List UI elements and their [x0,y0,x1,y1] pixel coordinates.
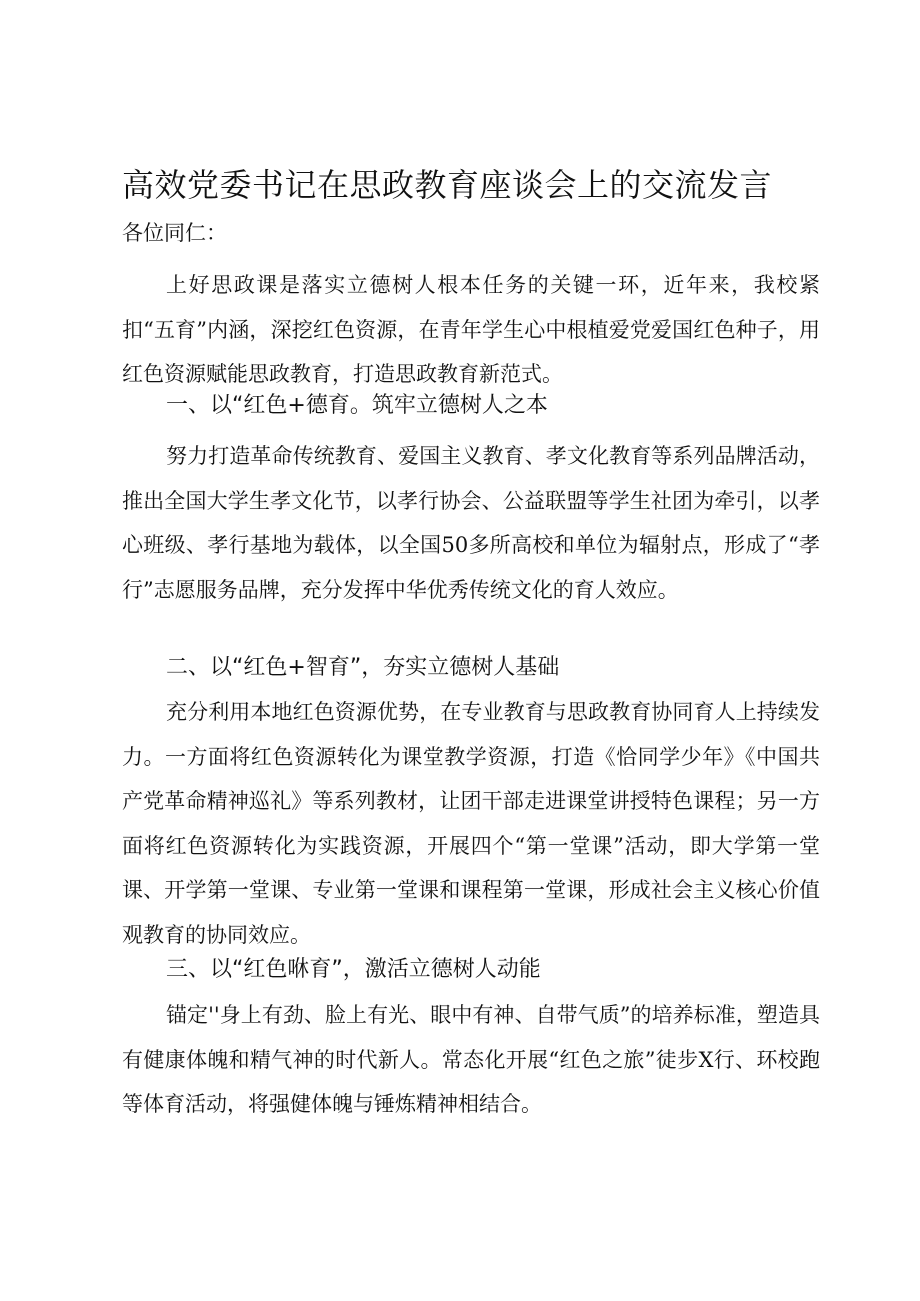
section-heading-1: 一、以“红色+德育。筑牢立德树人之本 [166,393,548,418]
section-heading-2: 二、以“红色+智育”，夯实立德树人基础 [166,655,560,680]
salutation: 各位同仁： [122,221,227,245]
section-body-2: 充分利用本地红色资源优势，在专业教育与思政教育协同育人上持续发力。一方面将红色资源转化为课堂教学资源，打造《恰同学少年》《中国共产党革命精神巡礼》等系列教材，让团干部走进课堂讲授特色课程；另一方面将红色资源转化为实践资源，开展四个“第一堂课”活动，即大学第一堂课、开学第一堂课、专业第一堂课和课程第一堂课，形成社会主义核心价值观教育的协同效应。 [122,700,820,947]
document-title: 高效党委书记在思政教育座谈会上的交流发言 [122,166,773,204]
section-heading-3: 三、以“红色咻育”，激活立德树人动能 [166,957,541,982]
intro-paragraph: 上好思政课是落实立德树人根本任务的关键一环，近年来，我校紧扣“五育”内涵，深挖红色资源，在青年学生心中根植爱党爱国红色种子，用红色资源赋能思政教育，打造思政教育新范式。 [122,273,820,386]
section-body-3: 锚定''身上有劲、脸上有光、眼中有神、自带气质”的培养标准，塑造具有健康体魄和精气神的时代新人。常态化开展“红色之旅”徒步X行、环校跑等体育活动，将强健体魄与锤炼精神相结合。 [122,1003,820,1116]
section-body-1: 努力打造革命传统教育、爱国主义教育、孝文化教育等系列品牌活动，推出全国大学生孝文化节，以孝行协会、公益联盟等学生社团为牵引，以孝心班级、孝行基地为载体，以全国50多所高校和单位为辐射点，形成了“孝行”志愿服务品牌，充分发挥中华优秀传统文化的育人效应。 [122,444,820,602]
